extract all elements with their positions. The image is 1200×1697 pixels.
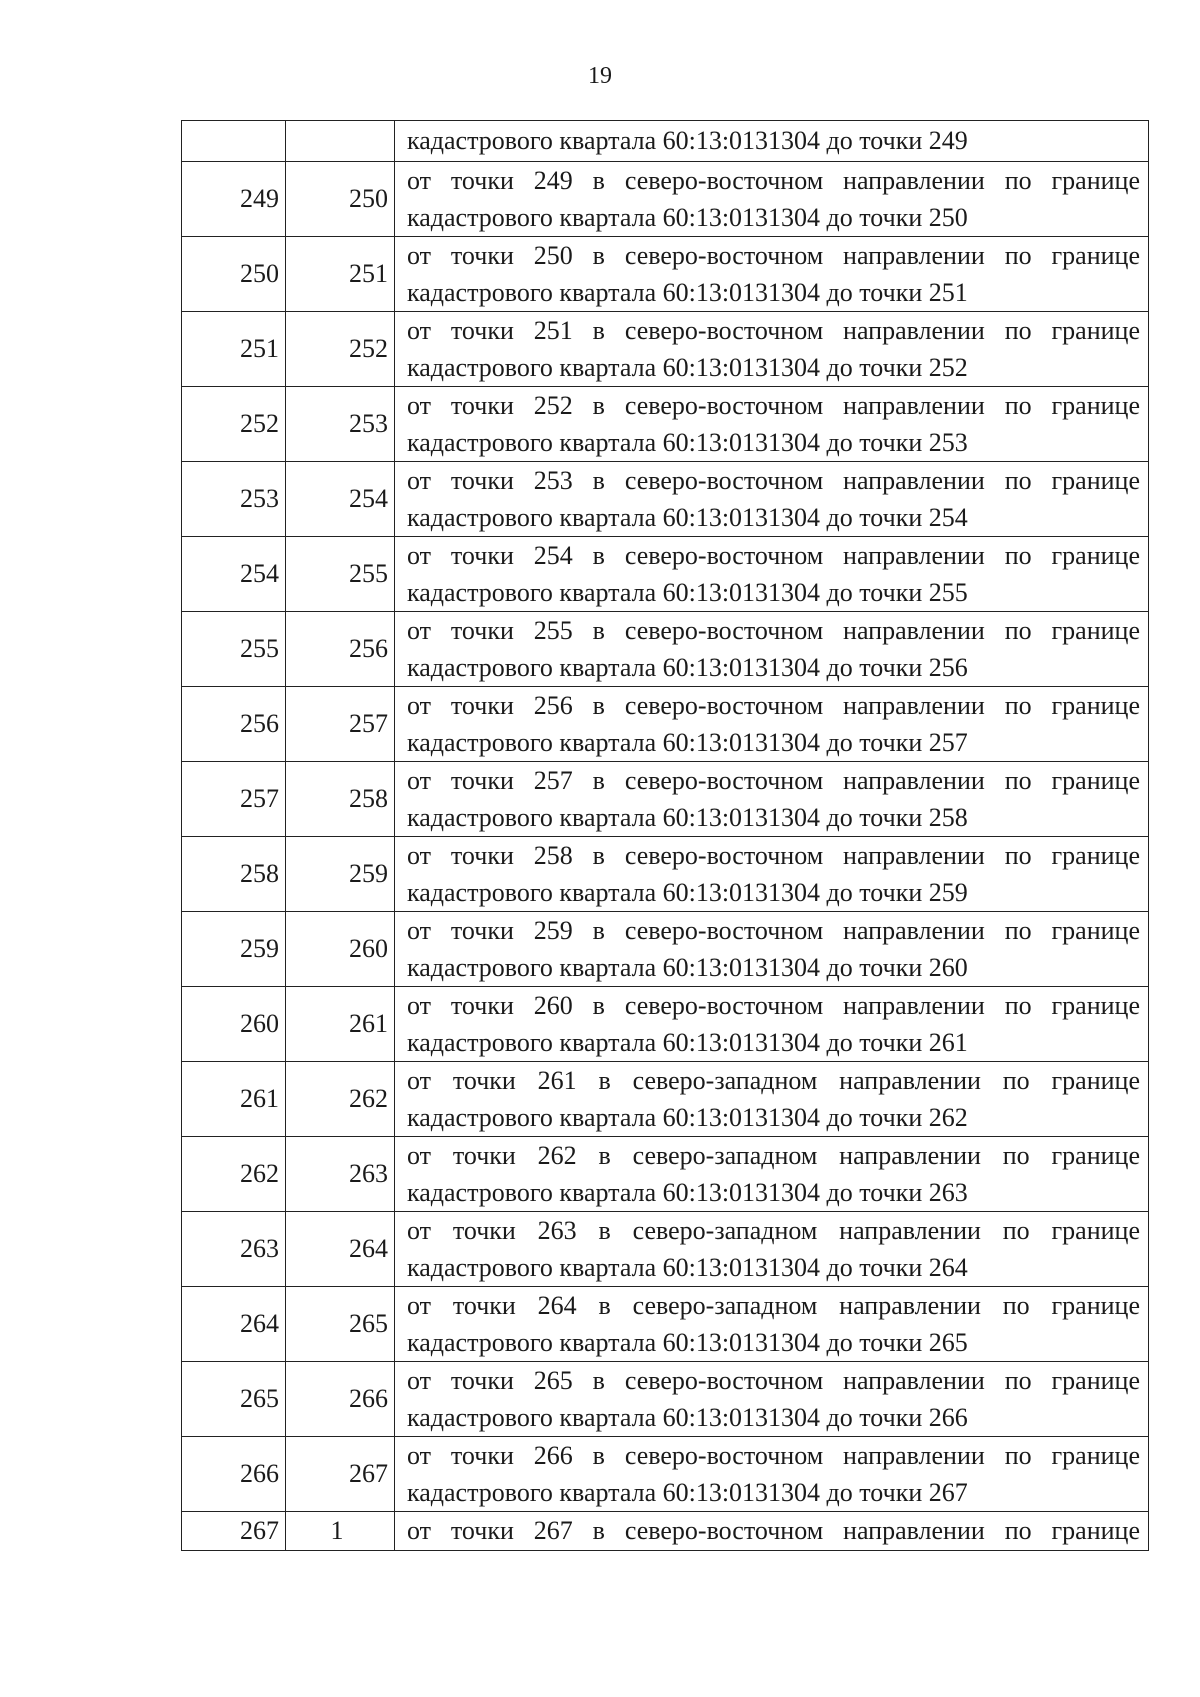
cell-from-point: 264 [182,1287,286,1362]
description-line-1: от точки 263 в северо-западном направлении по границе [407,1216,1140,1245]
table-row [182,237,1149,312]
description-line-1: от точки 255 в северо-восточном направлении по границе [407,616,1140,645]
table-row [182,1437,1149,1512]
table-row [182,462,1149,537]
cell-description [395,1437,1149,1512]
description-line-1: от точки 262 в северо-западном направлении по границе [407,1141,1140,1170]
cell-from-point: 259 [182,912,286,987]
description-line-2: кадастрового квартала 60:13:0131304 до точки 262 [407,1103,968,1132]
cell-description [395,1512,1149,1551]
table-row [182,837,1149,912]
description-line-2: кадастрового квартала 60:13:0131304 до точки 261 [407,1028,968,1057]
description-line-1: от точки 249 в северо-восточном направлении по границе [407,166,1140,195]
cell-to-point: 253 [286,387,395,462]
cell-description [395,1062,1149,1137]
cell-from-point: 262 [182,1137,286,1212]
table-row [182,762,1149,837]
description-line-2: кадастрового квартала 60:13:0131304 до точки 257 [407,728,968,757]
boundary-table [181,120,1149,1551]
cell-description [395,1212,1149,1287]
cell-from-point: 253 [182,462,286,537]
cell-to-point: 255 [286,537,395,612]
description-line-2: кадастрового квартала 60:13:0131304 до точки 251 [407,278,968,307]
table-row [182,612,1149,687]
description-line-2: кадастрового квартала 60:13:0131304 до точки 266 [407,1403,968,1432]
description-line-1: от точки 267 в северо-восточном направлении по границе [407,1516,1140,1545]
description-line-1: от точки 265 в северо-восточном направлении по границе [407,1366,1140,1395]
cell-from-point: 252 [182,387,286,462]
description-line-1: от точки 261 в северо-западном направлении по границе [407,1066,1140,1095]
table-row [182,1062,1149,1137]
cell-description [395,687,1149,762]
cell-from-point [182,121,286,162]
cell-from-point: 266 [182,1437,286,1512]
table-row [182,387,1149,462]
cell-to-point: 251 [286,237,395,312]
table-row [182,687,1149,762]
cell-from-point: 251 [182,312,286,387]
cell-to-point: 266 [286,1362,395,1437]
cell-from-point: 267 [182,1512,286,1551]
cell-from-point: 257 [182,762,286,837]
cell-from-point: 254 [182,537,286,612]
description-line-2: кадастрового квартала 60:13:0131304 до точки 259 [407,878,968,907]
cell-from-point: 250 [182,237,286,312]
cell-description [395,1362,1149,1437]
description-line-1: от точки 266 в северо-восточном направлении по границе [407,1441,1140,1470]
cell-description [395,1137,1149,1212]
description-line-2: кадастрового квартала 60:13:0131304 до точки 258 [407,803,968,832]
cell-from-point: 258 [182,837,286,912]
description-line-1: от точки 253 в северо-восточном направлении по границе [407,466,1140,495]
cell-description [395,462,1149,537]
cell-to-point: 257 [286,687,395,762]
table-row [182,987,1149,1062]
description-line-1: от точки 254 в северо-восточном направлении по границе [407,541,1140,570]
description-line-2: кадастрового квартала 60:13:0131304 до точки 255 [407,578,968,607]
cell-from-point: 255 [182,612,286,687]
cell-to-point: 256 [286,612,395,687]
description-line-2: кадастрового квартала 60:13:0131304 до точки 250 [407,203,968,232]
cell-description [395,912,1149,987]
cell-to-point: 254 [286,462,395,537]
cell-description [395,121,1149,162]
table-row-last [182,1512,1149,1551]
table-row [182,1287,1149,1362]
cell-description [395,237,1149,312]
table-row [182,1137,1149,1212]
cell-from-point: 256 [182,687,286,762]
description-line-2: кадастрового квартала 60:13:0131304 до точки 264 [407,1253,968,1282]
cell-to-point: 252 [286,312,395,387]
cell-description [395,387,1149,462]
cell-description [395,987,1149,1062]
cell-to-point: 261 [286,987,395,1062]
cell-description [395,612,1149,687]
cell-description [395,162,1149,237]
cell-description [395,537,1149,612]
cell-description [395,762,1149,837]
cell-from-point: 260 [182,987,286,1062]
description-line-1: от точки 258 в северо-восточном направлении по границе [407,841,1140,870]
description-line-1: от точки 259 в северо-восточном направлении по границе [407,916,1140,945]
cell-from-point: 265 [182,1362,286,1437]
cell-to-point: 263 [286,1137,395,1212]
description-line-2: кадастрового квартала 60:13:0131304 до точки 254 [407,503,968,532]
cell-to-point: 258 [286,762,395,837]
description-text: кадастрового квартала 60:13:0131304 до точки 249 [407,126,968,155]
page-number: 19 [588,63,612,89]
table-row [182,162,1149,237]
table-row [182,537,1149,612]
table-body [182,121,1149,1551]
description-line-1: от точки 256 в северо-восточном направлении по границе [407,691,1140,720]
description-line-2: кадастрового квартала 60:13:0131304 до точки 253 [407,428,968,457]
description-line-1: от точки 250 в северо-восточном направлении по границе [407,241,1140,270]
cell-to-point: 260 [286,912,395,987]
cell-description [395,312,1149,387]
table-row [182,1362,1149,1437]
table-row [182,312,1149,387]
cell-to-point: 265 [286,1287,395,1362]
cell-from-point: 249 [182,162,286,237]
cell-from-point: 261 [182,1062,286,1137]
description-line-1: от точки 260 в северо-восточном направлении по границе [407,991,1140,1020]
description-line-1: от точки 257 в северо-восточном направлении по границе [407,766,1140,795]
description-line-1: от точки 251 в северо-восточном направлении по границе [407,316,1140,345]
cell-description [395,1287,1149,1362]
cell-to-point: 1 [286,1512,395,1551]
cell-to-point: 267 [286,1437,395,1512]
description-line-2: кадастрового квартала 60:13:0131304 до точки 263 [407,1178,968,1207]
table-row [182,912,1149,987]
description-line-1: от точки 264 в северо-западном направлении по границе [407,1291,1140,1320]
cell-to-point: 262 [286,1062,395,1137]
description-line-2: кадастрового квартала 60:13:0131304 до точки 256 [407,653,968,682]
description-line-1: от точки 252 в северо-восточном направлении по границе [407,391,1140,420]
description-line-2: кадастрового квартала 60:13:0131304 до точки 267 [407,1478,968,1507]
cell-to-point: 264 [286,1212,395,1287]
table-row [182,1212,1149,1287]
description-line-2: кадастрового квартала 60:13:0131304 до точки 260 [407,953,968,982]
table-row-continuation [182,121,1149,162]
cell-to-point: 250 [286,162,395,237]
description-line-2: кадастрового квартала 60:13:0131304 до точки 252 [407,353,968,382]
cell-description [395,837,1149,912]
cell-to-point [286,121,395,162]
description-line-2: кадастрового квартала 60:13:0131304 до точки 265 [407,1328,968,1357]
cell-to-point: 259 [286,837,395,912]
cell-from-point: 263 [182,1212,286,1287]
